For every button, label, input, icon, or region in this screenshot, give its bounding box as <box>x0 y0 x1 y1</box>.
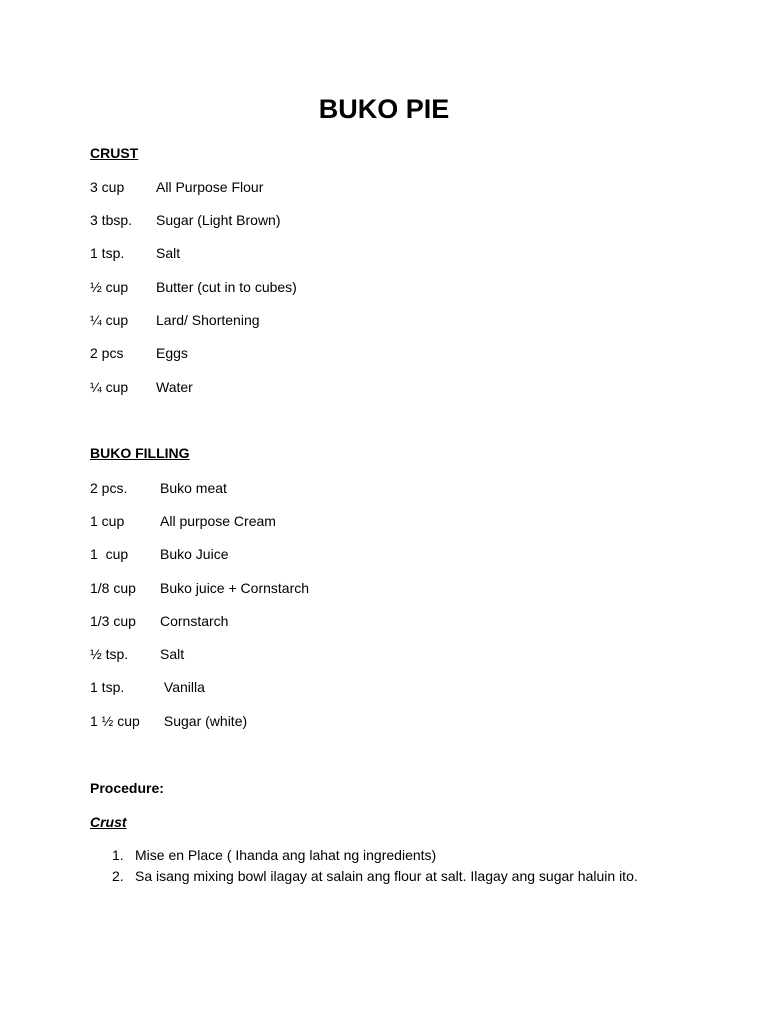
ingredient-name: All Purpose Flour <box>156 179 264 195</box>
ingredient-name: Eggs <box>156 345 188 361</box>
ingredient-qty: ¼ cup <box>90 379 129 395</box>
filling-heading: BUKO FILLING <box>90 445 190 461</box>
ingredient-name: Lard/ Shortening <box>156 312 260 328</box>
ingredient-row <box>90 378 193 450</box>
ingredient-name: Vanilla <box>160 679 205 695</box>
list-item <box>90 866 670 887</box>
step-text: Mise en Place ( Ihanda ang lahat ng ingredients) <box>135 847 437 863</box>
ingredient-row <box>90 712 248 784</box>
ingredient-name: All purpose Cream <box>160 513 276 529</box>
ingredient-qty: 1 cup <box>90 546 129 562</box>
ingredient-qty: ¼ cup <box>90 312 129 328</box>
page-title: BUKO PIE <box>318 94 450 124</box>
ingredient-qty: ½ cup <box>90 279 129 295</box>
ingredient-qty: 3 cup <box>90 179 125 195</box>
ingredient-qty: 1 cup <box>90 513 125 529</box>
ingredient-name: Sugar (Light Brown) <box>156 212 281 228</box>
ingredient-qty: 3 tbsp. <box>90 212 133 228</box>
procedure-heading: Procedure: <box>90 780 164 796</box>
ingredient-name: Buko juice + Cornstarch <box>160 580 310 596</box>
ingredient-qty: 2 pcs <box>90 345 124 361</box>
ingredient-name: Buko Juice <box>160 546 229 562</box>
ingredient-name: Sugar (white) <box>160 713 248 729</box>
ingredient-qty: 1 tsp. <box>90 679 125 695</box>
ingredient-qty: ½ tsp. <box>90 646 129 662</box>
ingredient-qty: 1 ½ cup <box>90 713 140 729</box>
list-item <box>90 845 670 866</box>
ingredient-qty: 1/3 cup <box>90 613 136 629</box>
step-number: 2. <box>112 868 124 884</box>
step-text: Sa isang mixing bowl ilagay at salain ang flour at salt. Ilagay ang sugar haluin ito. <box>135 868 638 884</box>
procedure-steps <box>90 845 670 887</box>
step-number: 1. <box>112 847 124 863</box>
ingredient-name: Buko meat <box>160 480 227 496</box>
ingredient-qty: 2 pcs. <box>90 480 128 496</box>
procedure-subheading: Crust <box>90 814 127 830</box>
ingredient-qty: 1/8 cup <box>90 580 136 596</box>
ingredient-qty: 1 tsp. <box>90 245 125 261</box>
ingredient-name: Salt <box>156 245 181 261</box>
ingredient-name: Water <box>156 379 193 395</box>
crust-heading: CRUST <box>90 145 139 161</box>
ingredient-name: Cornstarch <box>160 613 229 629</box>
ingredient-name: Salt <box>160 646 185 662</box>
ingredient-name: Butter (cut in to cubes) <box>156 279 297 295</box>
